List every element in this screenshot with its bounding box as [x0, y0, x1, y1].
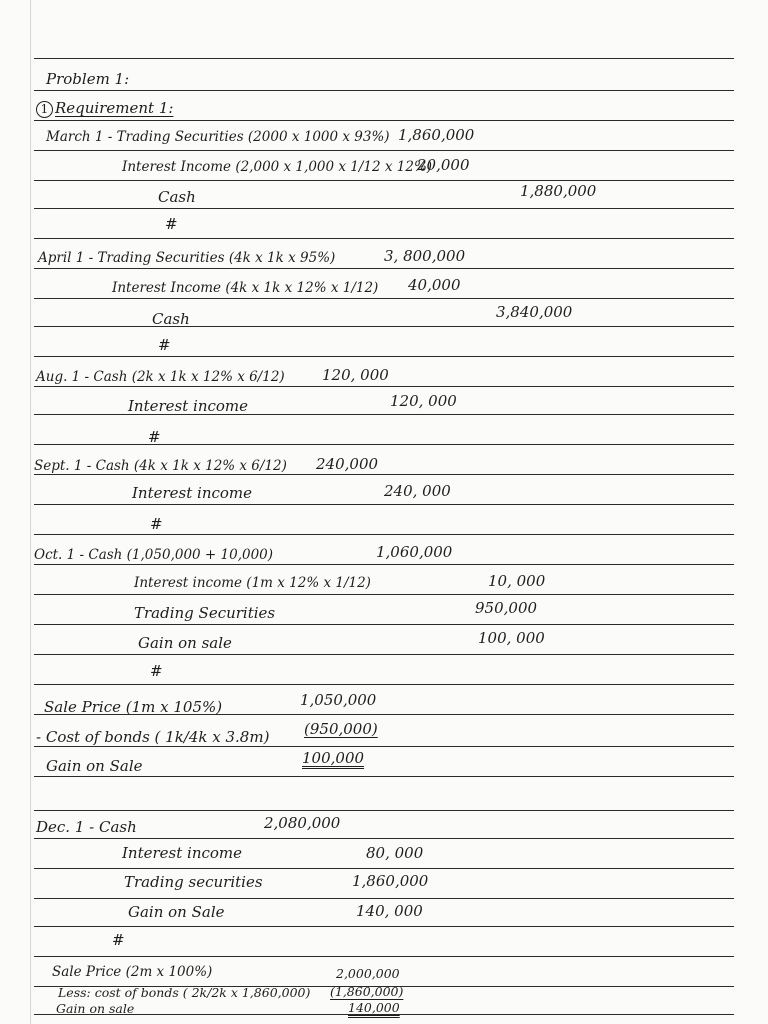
ruled-line [34, 444, 734, 445]
ruled-line [34, 956, 734, 957]
credit-amount: 100, 000 [478, 629, 545, 647]
computation-amount: (950,000) [304, 720, 378, 738]
ruled-line [34, 120, 734, 121]
credit-amount: 120, 000 [390, 392, 457, 410]
ruled-line [34, 534, 734, 535]
debit-amount: 2,080,000 [264, 814, 341, 832]
entry-text: March 1 - Trading Securities (2000 x 1000 x 93%) [46, 129, 390, 145]
ruled-line [34, 810, 734, 811]
entry-text: Aug. 1 - Cash (2k x 1k x 12% x 6/12) [36, 369, 285, 385]
debit-amount: 3, 800,000 [384, 247, 466, 265]
debit-amount: 20,000 [417, 156, 470, 174]
ruled-line [34, 654, 734, 655]
ruled-line [34, 238, 734, 239]
computation-total: 100,000 [302, 749, 365, 767]
entry-separator: # [148, 428, 161, 446]
ruled-line [34, 356, 734, 357]
debit-amount: 240,000 [316, 455, 379, 473]
ruled-line [34, 746, 734, 747]
entry-text: Cash [152, 310, 190, 328]
entry-text: Interest income [128, 397, 249, 415]
computation-amount: 1,050,000 [300, 691, 377, 709]
entry-text: Interest income [132, 484, 253, 502]
ruled-line [34, 150, 734, 151]
computation-text: Sale Price (1m x 105%) [44, 698, 223, 716]
computation-text: Gain on sale [56, 1001, 135, 1016]
computation-text: Sale Price (2m x 100%) [52, 964, 213, 980]
ruled-line [34, 268, 734, 269]
ruled-line [34, 624, 734, 625]
ruled-line [34, 898, 734, 899]
credit-amount: 80, 000 [366, 844, 424, 862]
ruled-line [34, 208, 734, 209]
entry-separator: # [150, 662, 163, 680]
entry-text: Gain on sale [138, 634, 232, 652]
entry-text: Interest Income (2,000 x 1,000 x 1/12 x 12%) [122, 159, 433, 175]
entry-separator: # [158, 336, 171, 354]
entry-text: Cash [158, 188, 196, 206]
ruled-line [34, 684, 734, 685]
computation-total: 140,000 [348, 1000, 400, 1015]
debit-amount: 120, 000 [322, 366, 389, 384]
page-margin-line [30, 0, 31, 1024]
entry-text: April 1 - Trading Securities (4k x 1k x 95%) [38, 250, 336, 266]
ruled-line [34, 326, 734, 327]
entry-text: Interest Income (4k x 1k x 12% x 1/12) [112, 280, 379, 296]
debit-amount: 40,000 [408, 276, 461, 294]
debit-amount: 1,860,000 [398, 126, 475, 144]
credit-amount: 1,860,000 [352, 872, 429, 890]
ruled-line [34, 564, 734, 565]
entry-text: Interest income (1m x 12% x 1/12) [134, 575, 371, 591]
entry-text: Trading securities [124, 873, 263, 891]
ruled-line [34, 926, 734, 927]
entry-text: Sept. 1 - Cash (4k x 1k x 12% x 6/12) [34, 458, 287, 474]
ruled-line [34, 90, 734, 91]
computation-amount: 2,000,000 [336, 966, 400, 981]
entry-text: Interest income [122, 844, 243, 862]
ruled-line [34, 386, 734, 387]
computation-amount: (1,860,000) [330, 984, 404, 999]
ruled-line [34, 504, 734, 505]
computation-text: - Cost of bonds ( 1k/4k x 3.8m) [36, 728, 270, 746]
entry-text: Dec. 1 - Cash [36, 818, 137, 836]
entry-text: Gain on Sale [128, 903, 225, 921]
computation-text: Gain on Sale [46, 757, 143, 775]
entry-separator: # [112, 931, 125, 949]
ruled-line [34, 776, 734, 777]
ruled-line [34, 58, 734, 59]
credit-amount: 240, 000 [384, 482, 451, 500]
entry-separator: # [150, 515, 163, 533]
computation-text: Less: cost of bonds ( 2k/2k x 1,860,000) [58, 985, 311, 1000]
ruled-line [34, 594, 734, 595]
ruled-line [34, 838, 734, 839]
credit-amount: 950,000 [475, 599, 538, 617]
ruled-line [34, 868, 734, 869]
circled-number: 1 [36, 101, 53, 118]
entry-text: Trading Securities [134, 604, 276, 622]
problem-title: Problem 1: [46, 70, 130, 88]
debit-amount: 1,060,000 [376, 543, 453, 561]
ruled-line [34, 180, 734, 181]
requirement-label: Requirement 1: [55, 99, 174, 117]
credit-amount: 3,840,000 [496, 303, 573, 321]
credit-amount: 140, 000 [356, 902, 423, 920]
credit-amount: 1,880,000 [520, 182, 597, 200]
credit-amount: 10, 000 [488, 572, 546, 590]
entry-text: Oct. 1 - Cash (1,050,000 + 10,000) [34, 547, 274, 563]
requirement-heading [36, 99, 173, 118]
ruled-line [34, 298, 734, 299]
entry-separator: # [165, 215, 178, 233]
